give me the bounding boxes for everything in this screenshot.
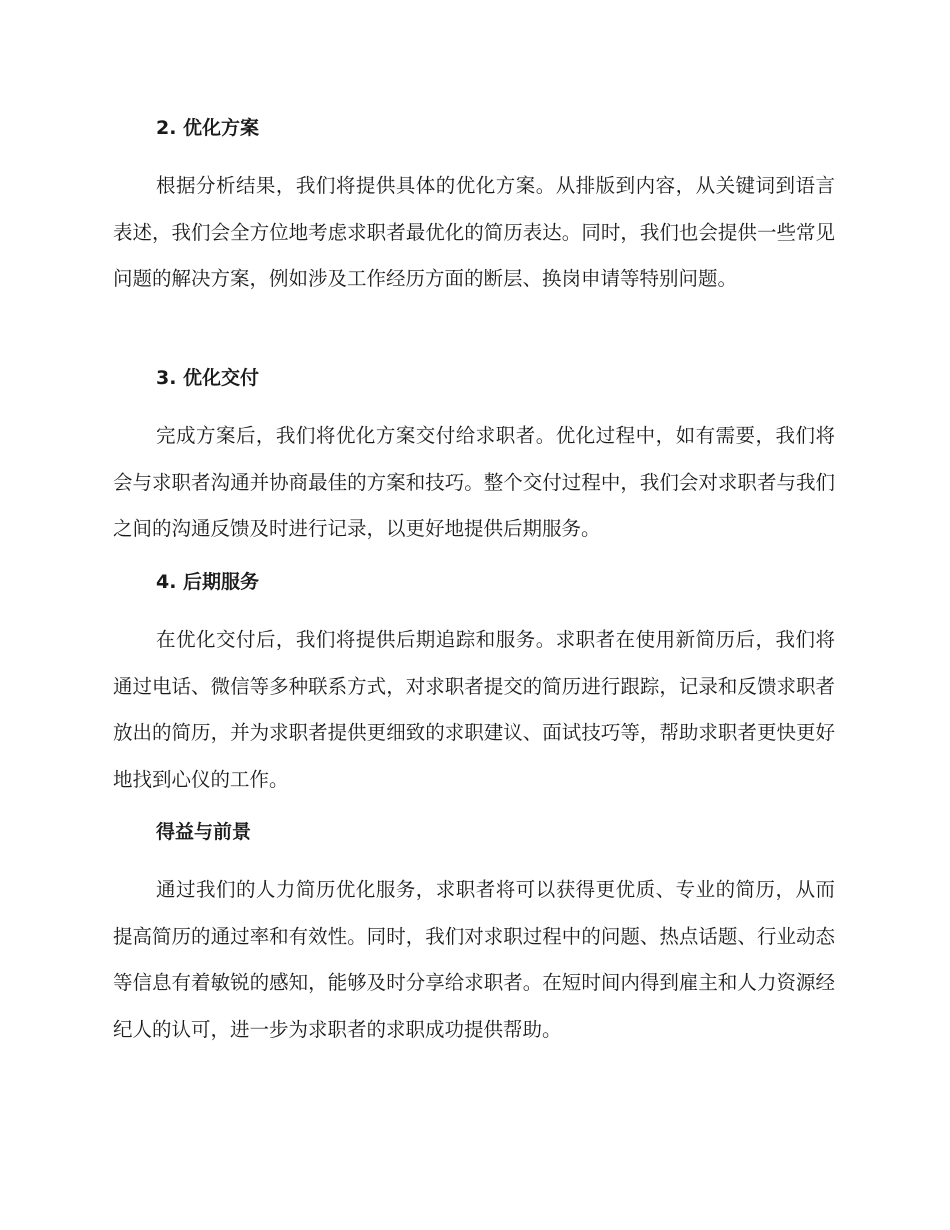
section-paragraph-after-service: 在优化交付后，我们将提供后期追踪和服务。求职者在使用新简历后，我们将通过电话、微信等多种联系方式，对求职者提交的简历进行跟踪，记录和反馈求职者放出的简历，并为求职者提供更细致的求职建议、面试技巧等，帮助求职者更快更好地找到心仪的工作。 [113, 628, 835, 791]
section-heading-optimization-plan: 2. 优化方案 [156, 117, 260, 139]
section-heading-benefits-prospects: 得益与前景 [156, 821, 252, 843]
section-paragraph-optimization-delivery: 完成方案后，我们将优化方案交付给求职者。优化过程中，如有需要，我们将会与求职者沟通并协商最佳的方案和技巧。整个交付过程中，我们会对求职者与我们之间的沟通反馈及时进行记录，以更好地提供后期服务。 [113, 424, 835, 540]
section-paragraph-benefits-prospects: 通过我们的人力简历优化服务，求职者将可以获得更优质、专业的简历，从而提高简历的通过率和有效性。同时，我们对求职过程中的问题、热点话题、行业动态等信息有着敏锐的感知，能够及时分享给求职者。在短时间内得到雇主和人力资源经纪人的认可，进一步为求职者的求职成功提供帮助。 [113, 878, 835, 1041]
section-paragraph-optimization-plan: 根据分析结果，我们将提供具体的优化方案。从排版到内容，从关键词到语言表述，我们会全方位地考虑求职者最优化的简历表达。同时，我们也会提供一些常见问题的解决方案，例如涉及工作经历方面的断层、换岗申请等特别问题。 [113, 174, 835, 290]
section-heading-optimization-delivery: 3. 优化交付 [156, 367, 260, 389]
section-heading-after-service: 4. 后期服务 [156, 571, 260, 593]
